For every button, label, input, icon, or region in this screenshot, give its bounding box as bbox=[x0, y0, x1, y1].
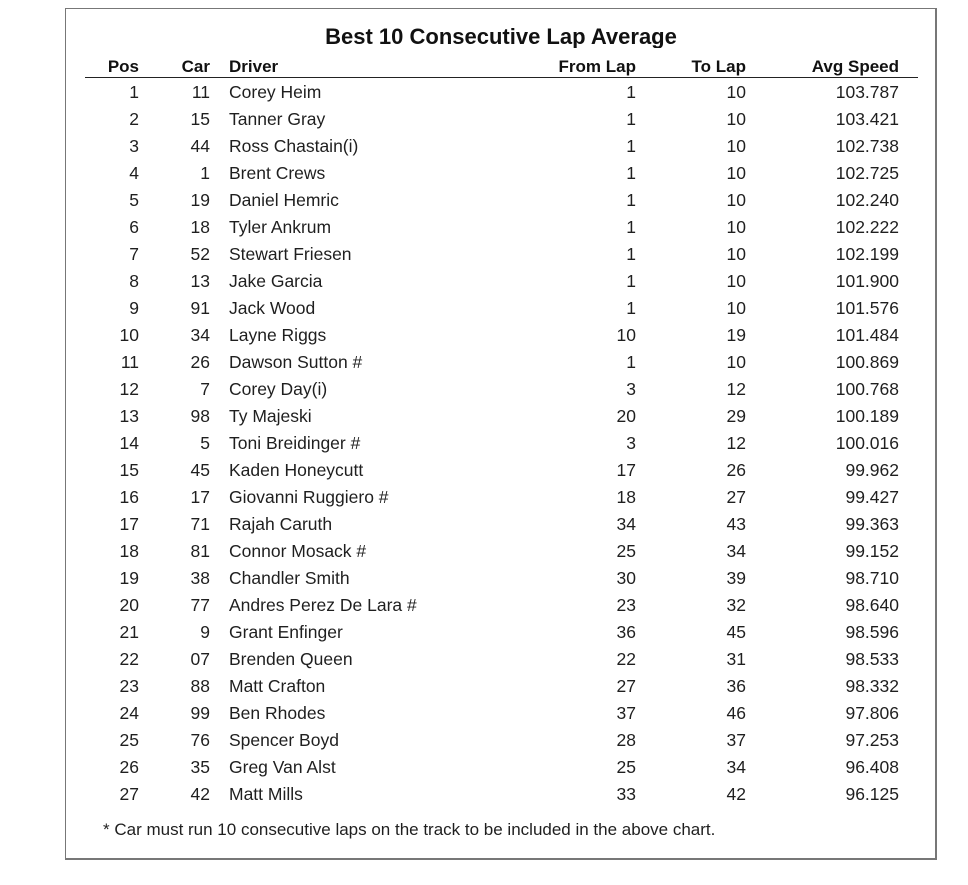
table-row bbox=[0, 754, 968, 781]
table-row bbox=[0, 133, 968, 160]
table-row bbox=[0, 241, 968, 268]
cell-car: 18 bbox=[190, 217, 210, 237]
cell-to-lap: 34 bbox=[726, 541, 746, 561]
cell-from-lap: 3 bbox=[626, 379, 636, 399]
cell-car: 42 bbox=[190, 784, 210, 804]
cell-car: 98 bbox=[190, 406, 210, 426]
cell-avg-speed: 99.363 bbox=[845, 514, 899, 534]
table-row bbox=[0, 268, 968, 295]
table-row bbox=[0, 646, 968, 673]
cell-pos: 19 bbox=[119, 568, 139, 588]
cell-from-lap: 20 bbox=[616, 406, 636, 426]
cell-car: 77 bbox=[190, 595, 210, 615]
table-row bbox=[0, 187, 968, 214]
cell-from-lap: 1 bbox=[626, 217, 636, 237]
cell-car: 38 bbox=[190, 568, 210, 588]
table-row bbox=[0, 565, 968, 592]
cell-avg-speed: 103.421 bbox=[835, 109, 899, 129]
cell-driver: Toni Breidinger # bbox=[229, 433, 361, 453]
cell-from-lap: 1 bbox=[626, 163, 636, 183]
cell-pos: 4 bbox=[129, 163, 139, 183]
cell-to-lap: 10 bbox=[726, 271, 746, 291]
cell-car: 88 bbox=[190, 676, 210, 696]
header-car: Car bbox=[181, 57, 210, 76]
cell-car: 5 bbox=[200, 433, 210, 453]
header-pos: Pos bbox=[107, 57, 139, 76]
cell-to-lap: 27 bbox=[726, 487, 746, 507]
cell-driver: Grant Enfinger bbox=[229, 622, 343, 642]
cell-to-lap: 10 bbox=[726, 298, 746, 318]
cell-to-lap: 31 bbox=[726, 649, 746, 669]
cell-car: 91 bbox=[190, 298, 210, 318]
cell-from-lap: 25 bbox=[616, 757, 636, 777]
cell-car: 52 bbox=[190, 244, 210, 264]
cell-car: 35 bbox=[190, 757, 210, 777]
cell-from-lap: 10 bbox=[616, 325, 636, 345]
cell-to-lap: 10 bbox=[726, 190, 746, 210]
cell-pos: 18 bbox=[119, 541, 139, 561]
cell-car: 17 bbox=[190, 487, 210, 507]
header-to-lap: To Lap bbox=[691, 57, 746, 76]
cell-driver: Layne Riggs bbox=[229, 325, 327, 345]
cell-car: 1 bbox=[200, 163, 210, 183]
cell-to-lap: 46 bbox=[726, 703, 746, 723]
cell-driver: Dawson Sutton # bbox=[229, 352, 363, 372]
cell-from-lap: 37 bbox=[616, 703, 636, 723]
table-row bbox=[0, 349, 968, 376]
cell-car: 15 bbox=[190, 109, 210, 129]
cell-avg-speed: 102.738 bbox=[835, 136, 899, 156]
table-row bbox=[0, 106, 968, 133]
cell-car: 19 bbox=[190, 190, 210, 210]
cell-from-lap: 22 bbox=[616, 649, 636, 669]
cell-car: 99 bbox=[190, 703, 210, 723]
cell-from-lap: 3 bbox=[626, 433, 636, 453]
cell-driver: Ty Majeski bbox=[229, 406, 312, 426]
table-row bbox=[0, 457, 968, 484]
cell-avg-speed: 102.240 bbox=[835, 190, 899, 210]
cell-avg-speed: 101.484 bbox=[835, 325, 899, 345]
cell-to-lap: 10 bbox=[726, 244, 746, 264]
cell-car: 7 bbox=[200, 379, 210, 399]
cell-from-lap: 1 bbox=[626, 298, 636, 318]
cell-from-lap: 36 bbox=[616, 622, 636, 642]
report-title-container bbox=[65, 20, 937, 48]
cell-driver: Spencer Boyd bbox=[229, 730, 339, 750]
cell-car: 76 bbox=[190, 730, 210, 750]
table-row bbox=[0, 619, 968, 646]
cell-pos: 1 bbox=[129, 82, 139, 102]
cell-to-lap: 43 bbox=[726, 514, 746, 534]
cell-to-lap: 10 bbox=[726, 109, 746, 129]
header-rule bbox=[85, 77, 918, 78]
cell-from-lap: 23 bbox=[616, 595, 636, 615]
cell-pos: 10 bbox=[119, 325, 139, 345]
table-row bbox=[0, 214, 968, 241]
cell-avg-speed: 101.576 bbox=[835, 298, 899, 318]
table-row bbox=[0, 160, 968, 187]
cell-driver: Matt Mills bbox=[229, 784, 303, 804]
table-row bbox=[0, 79, 968, 106]
table-row bbox=[0, 403, 968, 430]
cell-to-lap: 12 bbox=[726, 379, 746, 399]
footnote: * Car must run 10 consecutive laps on the track to be included in the above chart. bbox=[103, 820, 716, 839]
cell-from-lap: 1 bbox=[626, 271, 636, 291]
cell-to-lap: 10 bbox=[726, 136, 746, 156]
cell-avg-speed: 100.016 bbox=[835, 433, 899, 453]
cell-driver: Ross Chastain(i) bbox=[229, 136, 359, 156]
header-driver: Driver bbox=[229, 57, 279, 76]
cell-from-lap: 1 bbox=[626, 136, 636, 156]
cell-to-lap: 37 bbox=[726, 730, 746, 750]
cell-car: 13 bbox=[190, 271, 210, 291]
cell-car: 11 bbox=[191, 82, 210, 102]
table-row bbox=[0, 592, 968, 619]
cell-driver: Chandler Smith bbox=[229, 568, 350, 588]
cell-from-lap: 30 bbox=[616, 568, 636, 588]
cell-pos: 3 bbox=[129, 136, 139, 156]
cell-driver: Stewart Friesen bbox=[229, 244, 352, 264]
report-title: Best 10 Consecutive Lap Average bbox=[325, 24, 677, 48]
cell-from-lap: 1 bbox=[626, 244, 636, 264]
cell-pos: 13 bbox=[119, 406, 139, 426]
cell-from-lap: 1 bbox=[626, 109, 636, 129]
cell-avg-speed: 98.710 bbox=[845, 568, 899, 588]
cell-to-lap: 29 bbox=[726, 406, 746, 426]
cell-car: 81 bbox=[190, 541, 210, 561]
cell-from-lap: 27 bbox=[616, 676, 636, 696]
cell-avg-speed: 100.869 bbox=[835, 352, 899, 372]
cell-from-lap: 1 bbox=[626, 352, 636, 372]
table-row bbox=[0, 511, 968, 538]
cell-pos: 22 bbox=[119, 649, 139, 669]
cell-driver: Matt Crafton bbox=[229, 676, 326, 696]
cell-to-lap: 10 bbox=[726, 217, 746, 237]
cell-to-lap: 12 bbox=[726, 433, 746, 453]
cell-driver: Brenden Queen bbox=[229, 649, 353, 669]
cell-driver: Tyler Ankrum bbox=[229, 217, 332, 237]
header-from-lap: From Lap bbox=[558, 57, 636, 76]
cell-to-lap: 42 bbox=[726, 784, 746, 804]
cell-driver: Ben Rhodes bbox=[229, 703, 326, 723]
cell-from-lap: 33 bbox=[616, 784, 636, 804]
cell-pos: 9 bbox=[129, 298, 139, 318]
cell-avg-speed: 102.725 bbox=[835, 163, 899, 183]
cell-avg-speed: 98.640 bbox=[845, 595, 899, 615]
cell-avg-speed: 97.806 bbox=[845, 703, 899, 723]
table-row bbox=[0, 673, 968, 700]
cell-to-lap: 10 bbox=[726, 352, 746, 372]
cell-to-lap: 34 bbox=[726, 757, 746, 777]
cell-avg-speed: 96.408 bbox=[845, 757, 899, 777]
header-avg-speed: Avg Speed bbox=[811, 57, 899, 76]
cell-pos: 17 bbox=[119, 514, 139, 534]
cell-from-lap: 1 bbox=[626, 82, 636, 102]
table-row bbox=[0, 781, 968, 808]
cell-pos: 8 bbox=[129, 271, 139, 291]
cell-avg-speed: 102.222 bbox=[835, 217, 899, 237]
cell-avg-speed: 98.533 bbox=[845, 649, 899, 669]
cell-avg-speed: 99.152 bbox=[845, 541, 899, 561]
table-row bbox=[0, 700, 968, 727]
table-row bbox=[0, 322, 968, 349]
cell-from-lap: 18 bbox=[616, 487, 636, 507]
cell-avg-speed: 97.253 bbox=[845, 730, 899, 750]
cell-pos: 12 bbox=[119, 379, 139, 399]
cell-pos: 7 bbox=[129, 244, 139, 264]
cell-from-lap: 34 bbox=[616, 514, 636, 534]
table-row bbox=[0, 484, 968, 511]
cell-avg-speed: 99.427 bbox=[845, 487, 899, 507]
cell-car: 71 bbox=[190, 514, 210, 534]
cell-from-lap: 1 bbox=[626, 190, 636, 210]
cell-driver: Andres Perez De Lara # bbox=[229, 595, 417, 615]
cell-pos: 15 bbox=[119, 460, 139, 480]
cell-pos: 26 bbox=[119, 757, 139, 777]
cell-pos: 23 bbox=[119, 676, 139, 696]
cell-car: 9 bbox=[200, 622, 210, 642]
cell-avg-speed: 101.900 bbox=[835, 271, 899, 291]
cell-to-lap: 39 bbox=[726, 568, 746, 588]
table-row bbox=[0, 538, 968, 565]
cell-driver: Tanner Gray bbox=[229, 109, 326, 129]
cell-from-lap: 28 bbox=[616, 730, 636, 750]
cell-driver: Brent Crews bbox=[229, 163, 326, 183]
cell-pos: 25 bbox=[119, 730, 139, 750]
cell-driver: Jack Wood bbox=[229, 298, 316, 318]
cell-driver: Corey Heim bbox=[229, 82, 322, 102]
table-row bbox=[0, 430, 968, 457]
cell-driver: Daniel Hemric bbox=[229, 190, 339, 210]
cell-car: 44 bbox=[190, 136, 210, 156]
cell-avg-speed: 98.332 bbox=[845, 676, 899, 696]
cell-pos: 11 bbox=[120, 352, 139, 372]
cell-to-lap: 45 bbox=[726, 622, 746, 642]
cell-car: 34 bbox=[190, 325, 210, 345]
cell-car: 45 bbox=[190, 460, 210, 480]
cell-to-lap: 10 bbox=[726, 163, 746, 183]
cell-to-lap: 32 bbox=[726, 595, 746, 615]
cell-driver: Corey Day(i) bbox=[229, 379, 328, 399]
cell-pos: 20 bbox=[119, 595, 139, 615]
cell-avg-speed: 100.189 bbox=[835, 406, 899, 426]
cell-pos: 27 bbox=[119, 784, 139, 804]
cell-from-lap: 25 bbox=[616, 541, 636, 561]
cell-driver: Giovanni Ruggiero # bbox=[229, 487, 389, 507]
cell-from-lap: 17 bbox=[616, 460, 636, 480]
cell-avg-speed: 96.125 bbox=[845, 784, 899, 804]
cell-pos: 5 bbox=[129, 190, 139, 210]
cell-avg-speed: 98.596 bbox=[845, 622, 899, 642]
table-row bbox=[0, 376, 968, 403]
cell-car: 26 bbox=[190, 352, 210, 372]
cell-driver: Kaden Honeycutt bbox=[229, 460, 364, 480]
cell-pos: 2 bbox=[129, 109, 139, 129]
cell-to-lap: 36 bbox=[726, 676, 746, 696]
cell-to-lap: 10 bbox=[726, 82, 746, 102]
cell-avg-speed: 100.768 bbox=[835, 379, 899, 399]
table-row bbox=[0, 727, 968, 754]
cell-to-lap: 26 bbox=[726, 460, 746, 480]
cell-driver: Rajah Caruth bbox=[229, 514, 333, 534]
cell-pos: 16 bbox=[119, 487, 139, 507]
cell-driver: Connor Mosack # bbox=[229, 541, 367, 561]
cell-car: 07 bbox=[190, 649, 210, 669]
cell-pos: 6 bbox=[129, 217, 139, 237]
cell-avg-speed: 103.787 bbox=[835, 82, 899, 102]
cell-to-lap: 19 bbox=[726, 325, 746, 345]
cell-avg-speed: 102.199 bbox=[835, 244, 899, 264]
cell-avg-speed: 99.962 bbox=[845, 460, 899, 480]
table-row bbox=[0, 295, 968, 322]
cell-pos: 21 bbox=[119, 622, 139, 642]
cell-pos: 24 bbox=[119, 703, 139, 723]
cell-pos: 14 bbox=[119, 433, 139, 453]
cell-driver: Jake Garcia bbox=[229, 271, 323, 291]
cell-driver: Greg Van Alst bbox=[229, 757, 336, 777]
